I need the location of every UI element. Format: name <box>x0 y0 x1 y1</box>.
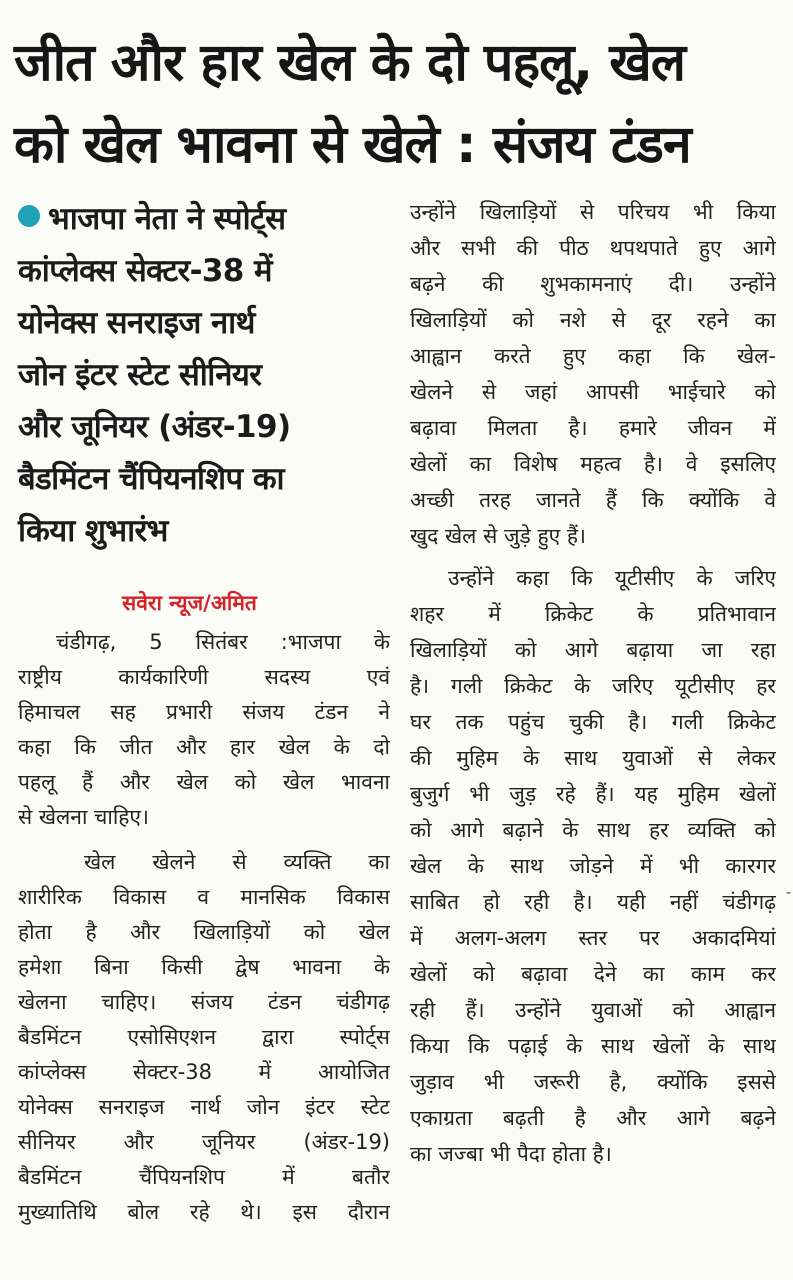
text-line: खिलाड़ियों को नशे से दूर रहने का <box>410 308 776 332</box>
text-line: कांप्लेक्स सेक्टर-38 में आयोजित <box>18 1060 390 1084</box>
sub-headline-text: भाजपा नेता ने स्पोर्ट्स <box>48 201 286 237</box>
headline-line-1: जीत और हार खेल के दो पहलू, खेल <box>14 33 685 93</box>
text-line: में अलग-अलग स्तर पर अकादमियां <box>410 926 776 950</box>
text-line: को आगे बढ़ाने के साथ हर व्यक्ति को <box>410 818 776 842</box>
article-paragraph <box>18 625 390 835</box>
headline <box>14 22 784 186</box>
text-line: उन्होंने खिलाड़ियों से परिचय भी किया <box>410 200 776 224</box>
text-line: है। गली क्रिकेट के जरिए यूटीसीए हर <box>410 674 776 698</box>
text-line: की मुहिम के साथ युवाओं से लेकर <box>410 746 776 770</box>
text-line: खुद खेल से जुड़े हुए हैं। <box>410 524 587 548</box>
sub-headline-line: और जूनियर (अंडर-19) <box>18 409 291 445</box>
article-paragraph <box>410 194 776 554</box>
text-line: बैडमिंटन चैंपियनशिप में बतौर <box>18 1165 390 1189</box>
text-line: रही हैं। उन्होंने युवाओं को आह्वान <box>410 998 776 1022</box>
right-column <box>410 194 776 1172</box>
text-line: साबित हो रही है। यही नहीं चंडीगढ़ <box>410 890 776 914</box>
text-line: योनेक्स सनराइज नार्थ जोन इंटर स्टेट <box>18 1095 390 1119</box>
article-paragraph <box>410 560 776 1172</box>
sub-headline-line: किया शुभारंभ <box>18 513 168 549</box>
sub-headline-line: जोन इंटर स्टेट सीनियर <box>18 357 262 393</box>
text-line: खेल खेलने से व्यक्ति का <box>84 850 390 874</box>
text-line: शहर में क्रिकेट के प्रतिभावान <box>410 602 776 626</box>
text-line: बढ़ने की शुभकामनाएं दी। उन्होंने <box>410 272 776 296</box>
text-line: जुड़ाव भी जरूरी है, क्योंकि इससे <box>410 1070 776 1094</box>
text-line: आह्वान करते हुए कहा कि खेल- <box>410 344 776 368</box>
text-line: बढ़ावा मिलता है। हमारे जीवन में <box>410 416 776 440</box>
text-line: अच्छी तरह जानते हैं कि क्योंकि वे <box>410 488 776 512</box>
text-line: खेलों का विशेष महत्व है। वे इसलिए <box>410 452 776 476</box>
text-line: होता है और खिलाड़ियों को खेल <box>18 920 390 944</box>
text-line: कहा कि जीत और हार खेल के दो <box>18 735 390 759</box>
text-line: हिमाचल सह प्रभारी संजय टंडन ने <box>18 700 390 724</box>
text-line: किया कि पढ़ाई के साथ खेलों के साथ <box>410 1034 776 1058</box>
bullet-dot-icon <box>18 205 40 227</box>
margin-mark: - <box>786 885 792 901</box>
text-line: हमेशा बिना किसी द्वेष भावना के <box>18 955 390 979</box>
sub-headline-line <box>18 193 390 245</box>
text-line: सीनियर और जूनियर (अंडर-19) <box>18 1130 390 1154</box>
text-line: का जज्बा भी पैदा होता है। <box>410 1142 612 1166</box>
sub-headline-line: योनेक्स सनराइज नार्थ <box>18 305 255 341</box>
headline-line-2: को खेल भावना से खेले : संजय टंडन <box>14 115 691 175</box>
text-line: से खेलना चाहिए। <box>18 805 149 829</box>
text-line: मुख्यातिथि बोल रहे थे। इस दौरान <box>18 1200 390 1224</box>
text-line: चंडीगढ़, 5 सितंबर :भाजपा के <box>56 630 390 654</box>
text-line: एकाग्रता बढ़ती है और आगे बढ़ने <box>410 1106 776 1130</box>
sub-headline-line: कांप्लेक्स सेक्टर-38 में <box>18 253 272 289</box>
text-line: शारीरिक विकास व मानसिक विकास <box>18 885 390 909</box>
text-line: खेलना चाहिए। संजय टंडन चंडीगढ़ <box>18 990 390 1014</box>
text-line: बुजुर्ग भी जुड़ रहे हैं। यह मुहिम खेलों <box>410 782 776 806</box>
sub-headline-line: बैडमिंटन चैंपियनशिप का <box>18 461 284 497</box>
text-line: और सभी की पीठ थपथपाते हुए आगे <box>410 236 776 260</box>
text-line: खेल के साथ जोड़ने में भी कारगर <box>410 854 776 878</box>
text-line: खिलाड़ियों को आगे बढ़ाया जा रहा <box>410 638 776 662</box>
text-line: खेलों को बढ़ावा देने का काम कर <box>410 962 776 986</box>
text-line: बैडमिंटन एसोसिएशन द्वारा स्पोर्ट्स <box>18 1025 390 1049</box>
text-line: उन्होंने कहा कि यूटीसीए के जरिए <box>448 566 776 590</box>
byline: सवेरा न्यूज/अमित <box>122 591 257 615</box>
text-line: खेलने से जहां आपसी भाईचारे को <box>410 380 776 404</box>
article-paragraph <box>18 845 390 1230</box>
sub-headline <box>18 193 390 557</box>
text-line: पहलू हैं और खेल को खेल भावना <box>18 770 390 794</box>
text-line: राष्ट्रीय कार्यकारिणी सदस्य एवं <box>18 665 390 689</box>
text-line: घर तक पहुंच चुकी है। गली क्रिकेट <box>410 710 776 734</box>
left-column <box>18 193 390 1230</box>
